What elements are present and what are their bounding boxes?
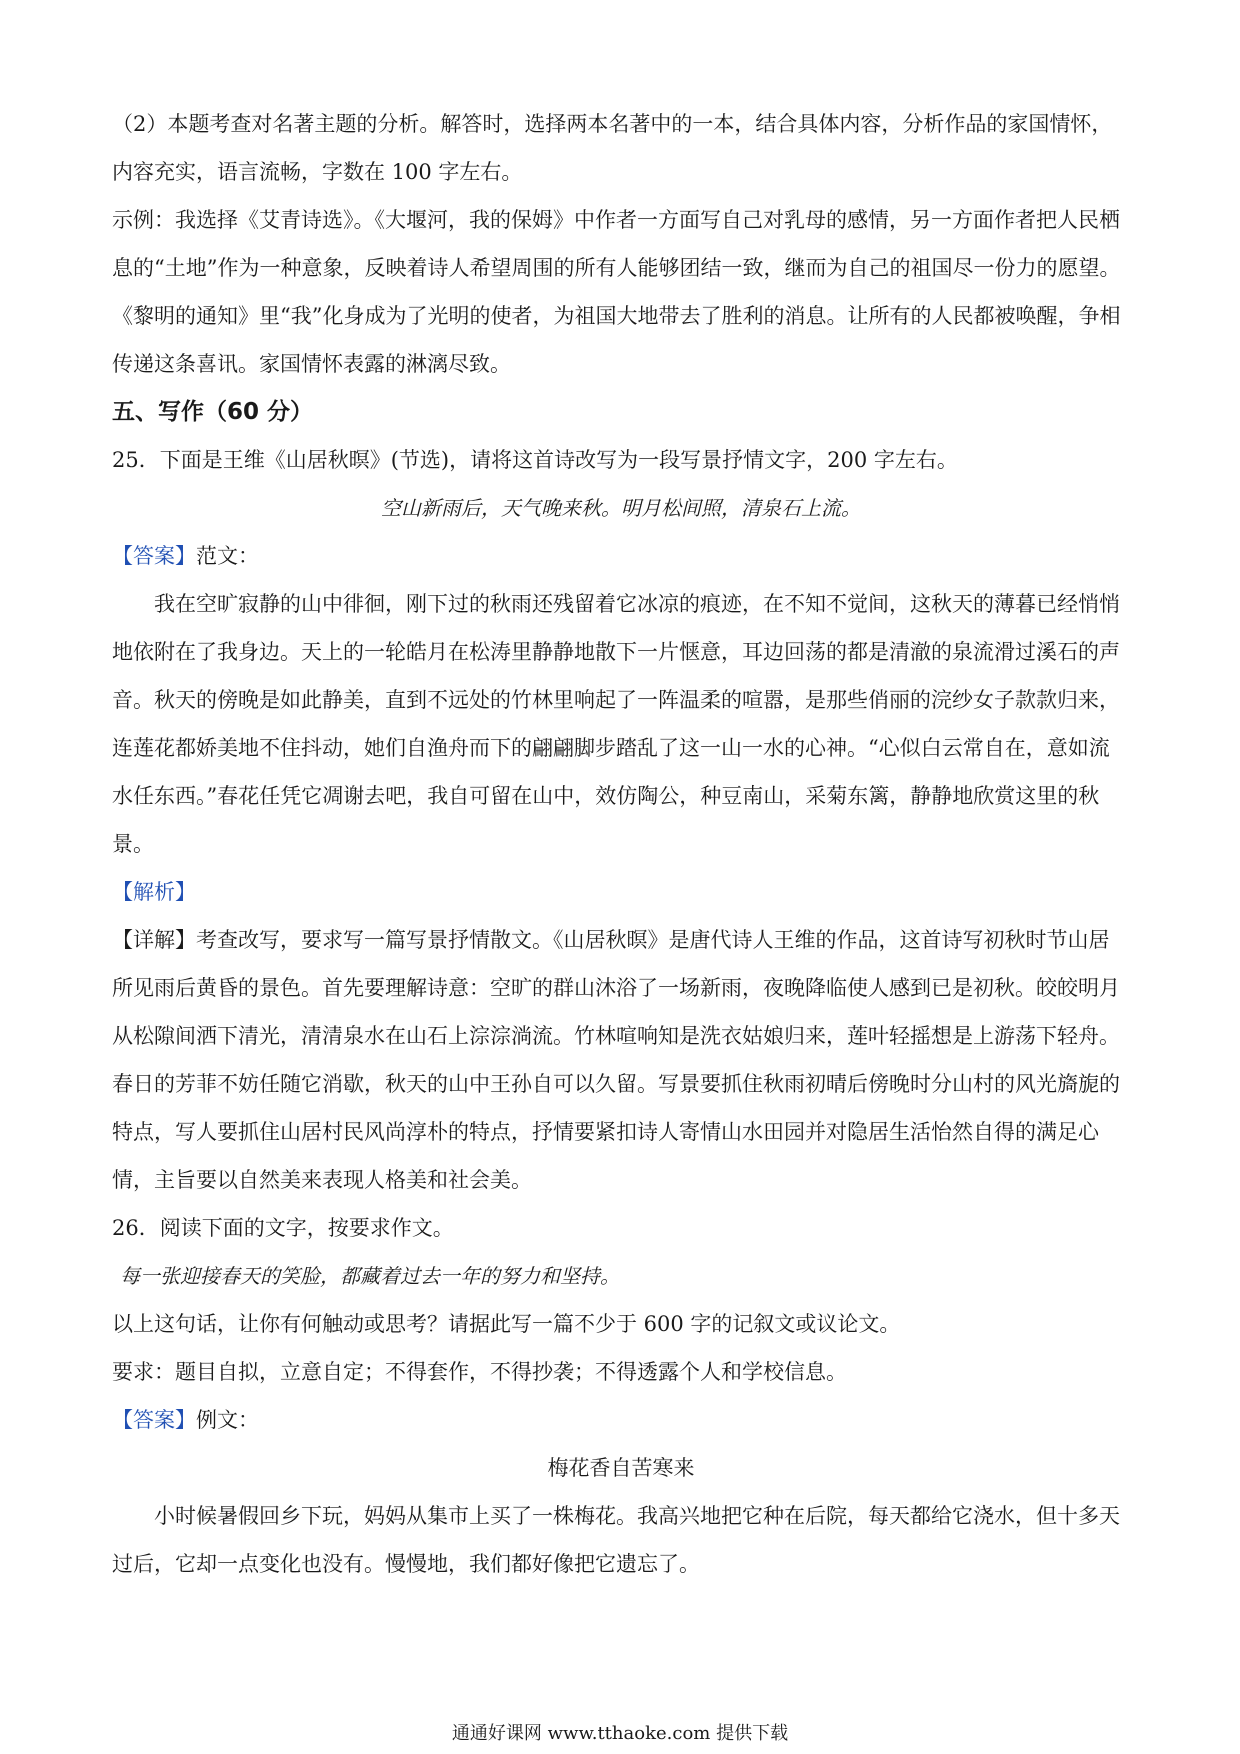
q25-analysis-line xyxy=(112,868,1130,916)
document-page xyxy=(112,100,1130,1588)
essay-title: 梅花香自苦寒来 xyxy=(547,1456,695,1480)
q24-part2-instruction: （2）本题考查对名著主题的分析。解答时，选择两本名著中的一本，结合具体内容，分析作品的家国情怀，内容充实，语言流畅，字数在 100 字左右。 xyxy=(112,112,1113,184)
q25-prompt: 25．下面是王维《山居秋暝》(节选)，请将这首诗改写为一段写景抒情文字，200 字左右。 xyxy=(112,448,958,472)
q25-answer-line xyxy=(112,532,1130,580)
q26-quote: 每一张迎接春天的笑脸，都藏着过去一年的努力和坚持。 xyxy=(120,1264,620,1288)
page-footer: 通通好课网 www.tthaoke.com 提供下载 xyxy=(451,1723,789,1744)
answer-label: 例文： xyxy=(196,1408,259,1432)
answer-tag: 【答案】 xyxy=(112,544,196,568)
q26-requirements: 要求：题目自拟，立意自定；不得套作，不得抄袭；不得透露个人和学校信息。 xyxy=(112,1360,847,1384)
q26-prompt: 26．阅读下面的文字，按要求作文。 xyxy=(112,1216,454,1240)
q26-answer-line xyxy=(112,1396,1130,1444)
q25-detail xyxy=(112,916,1130,1204)
analysis-tag: 【解析】 xyxy=(112,880,196,904)
detail-tag: 【详解】 xyxy=(112,928,196,952)
essay-paragraph: 小时候暑假回乡下玩，妈妈从集市上买了一株梅花。我高兴地把它种在后院，每天都给它浇水，但十多天过后，它却一点变化也没有。慢慢地，我们都好像把它遗忘了。 xyxy=(112,1504,1120,1576)
answer-tag: 【答案】 xyxy=(112,1408,196,1432)
detail-text: 考查改写，要求写一篇写景抒情散文。《山居秋暝》是唐代诗人王维的作品，这首诗写初秋时节山居所见雨后黄昏的景色。首先要理解诗意：空旷的群山沐浴了一场新雨，夜晚降临使人感到已是初秋。皎皎明月从松隙间洒下清光，清清泉水在山石上淙淙淌流。竹林喧响知是洗衣姑娘归来，莲叶轻摇想是上游荡下轻舟。春日的芳菲不妨任随它消歇，秋天的山中王孙自可以久留。写景要抓住秋雨初晴后傍晚时分山村的风光旖旎的特点，写人要抓住山居村民风尚淳朴的特点，抒情要紧扣诗人寄情山水田园并对隐居生活怡然自得的满足心情，主旨要以自然美来表现人格美和社会美。 xyxy=(112,928,1120,1192)
answer-label: 范文： xyxy=(196,544,259,568)
section-heading-writing: 五、写作（60 分） xyxy=(112,399,314,425)
q25-sample-essay: 我在空旷寂静的山中徘徊，刚下过的秋雨还残留着它冰凉的痕迹，在不知不觉间，这秋天的薄暮已经悄悄地依附在了我身边。天上的一轮皓月在松涛里静静地散下一片惬意，耳边回荡的都是清澈的泉流滑过溪石的声音。秋天的傍晚是如此静美，直到不远处的竹林里响起了一阵温柔的喧嚣，是那些俏丽的浣纱女子款款归来，连莲花都娇美地不住抖动，她们自渔舟而下的翩翩脚步踏乱了这一山一水的心神。“心似白云常自在，意如流水任东西。”春花任凭它凋谢去吧，我自可留在山中，效仿陶公，种豆南山，采菊东篱，静静地欣赏这里的秋景。 xyxy=(112,592,1120,856)
q24-part2-example: 示例：我选择《艾青诗选》。《大堰河，我的保姆》中作者一方面写自己对乳母的感情，另一方面作者把人民栖息的“土地”作为一种意象，反映着诗人希望周围的所有人能够团结一致，继而为自己的祖国尽一份力的愿望。《黎明的通知》里“我”化身成为了光明的使者，为祖国大地带去了胜利的消息。让所有的人民都被唤醒，争相传递这条喜讯。家国情怀表露的淋漓尽致。 xyxy=(112,208,1121,376)
q25-poem: 空山新雨后，天气晚来秋。明月松间照，清泉石上流。 xyxy=(381,496,861,520)
q26-question: 以上这句话，让你有何触动或思考？请据此写一篇不少于 600 字的记叙文或议论文。 xyxy=(112,1312,901,1336)
